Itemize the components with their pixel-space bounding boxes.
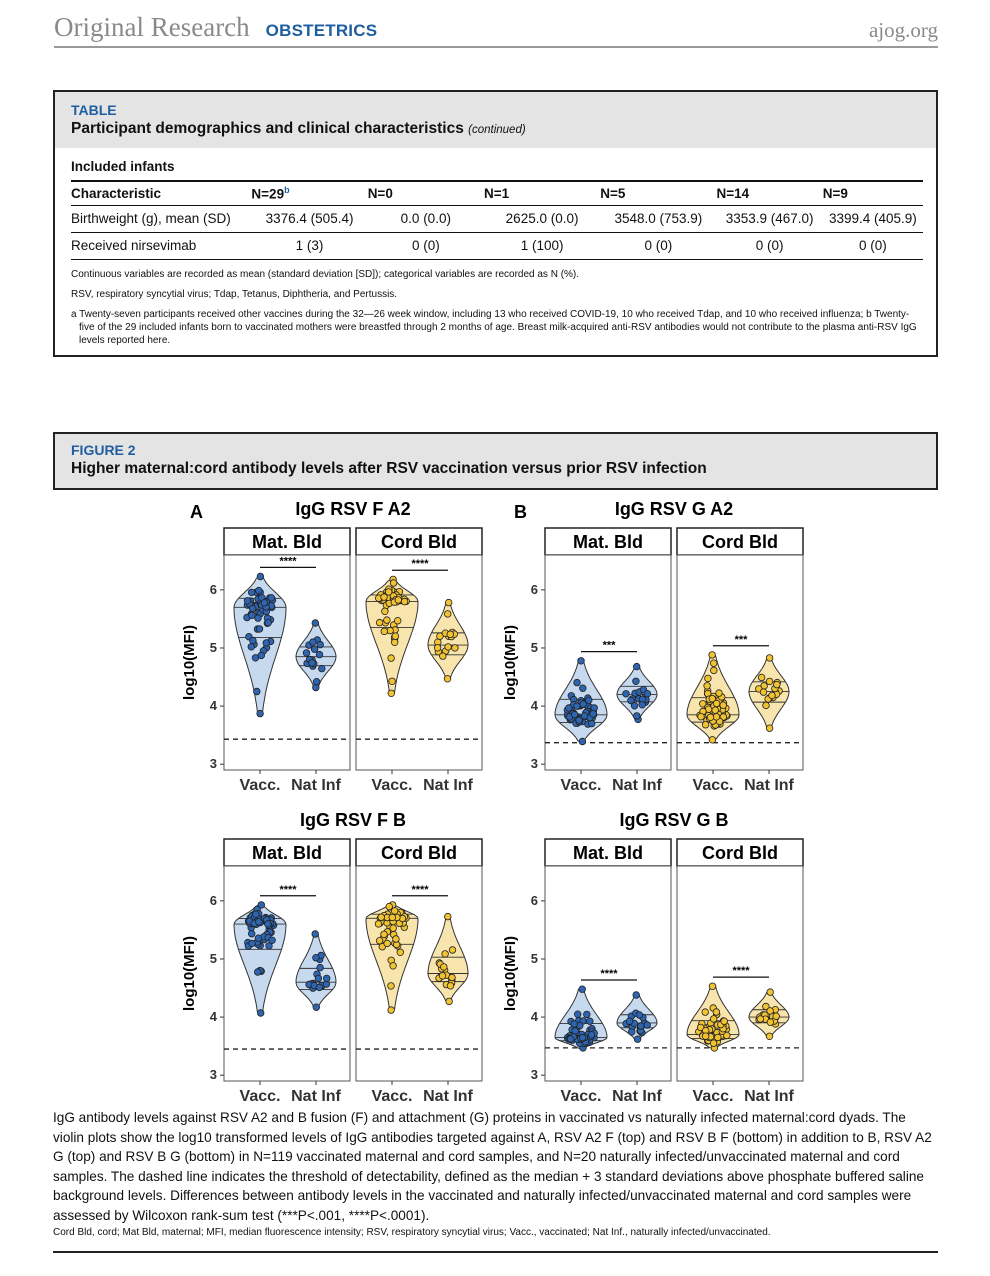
data-point xyxy=(584,1011,591,1018)
data-point xyxy=(317,964,324,971)
data-point xyxy=(709,737,716,744)
data-point xyxy=(758,674,765,681)
y-tick-label: 6 xyxy=(209,892,217,908)
data-point xyxy=(449,974,456,981)
data-point xyxy=(248,589,255,596)
data-point xyxy=(442,951,449,958)
x-tick-label: Nat Inf xyxy=(744,777,794,794)
data-point xyxy=(447,983,454,990)
facet-label: Mat. Bld xyxy=(252,532,322,552)
data-point xyxy=(376,937,383,944)
x-tick-label: Vacc. xyxy=(560,1088,602,1105)
demographics-table xyxy=(71,180,923,260)
table-notes xyxy=(71,268,920,347)
facet-label: Mat. Bld xyxy=(573,843,643,863)
y-tick-label: 6 xyxy=(209,581,217,597)
y-tick-label: 5 xyxy=(209,950,217,966)
chart-title: IgG RSV F A2 xyxy=(295,499,411,519)
data-point xyxy=(437,633,444,640)
table-cell: 0 (0) xyxy=(368,232,484,259)
data-point xyxy=(434,645,441,652)
panel-letter: A xyxy=(190,502,203,522)
data-point xyxy=(769,692,776,699)
data-point xyxy=(766,1033,773,1040)
table-note: Continuous variables are recorded as mean (standard deviation [SD]); categorical variables are recorded as N (%). xyxy=(71,268,580,280)
facet-label: Mat. Bld xyxy=(573,532,643,552)
facet-label: Cord Bld xyxy=(381,532,457,552)
y-tick-label: 4 xyxy=(530,698,538,714)
data-point xyxy=(313,954,320,961)
table-cell: 3548.0 (753.9) xyxy=(600,205,716,232)
data-point xyxy=(576,717,583,724)
data-point xyxy=(705,675,712,682)
y-tick-label: 5 xyxy=(530,950,538,966)
section-name: OBSTETRICS xyxy=(265,21,378,40)
table-title-text: Participant demographics and clinical characteristics xyxy=(71,120,464,137)
data-point xyxy=(385,589,392,596)
significance-label: **** xyxy=(411,883,429,896)
table-row xyxy=(71,205,923,232)
col-header-text: N=29 xyxy=(251,186,285,202)
y-axis-label: log10(MFI) xyxy=(502,936,519,1011)
significance-label: **** xyxy=(411,558,429,571)
table-cell: 3376.4 (505.4) xyxy=(251,205,367,232)
data-point xyxy=(390,580,397,587)
y-axis-label: log10(MFI) xyxy=(181,936,198,1011)
data-point xyxy=(255,615,262,622)
data-point xyxy=(766,678,773,685)
chart-title: IgG RSV F B xyxy=(299,810,407,830)
y-tick-label: 3 xyxy=(530,756,538,772)
data-point xyxy=(578,658,585,665)
x-tick-label: Nat Inf xyxy=(612,1088,662,1105)
data-point xyxy=(446,998,453,1005)
chart-title: IgG RSV G B xyxy=(619,810,729,830)
data-point xyxy=(313,678,320,685)
data-point xyxy=(315,975,322,982)
data-point xyxy=(384,617,391,624)
y-tick-label: 5 xyxy=(530,639,538,655)
demographics-table-box xyxy=(53,90,938,357)
data-point xyxy=(382,608,389,615)
data-point xyxy=(312,931,319,938)
data-point xyxy=(257,573,264,580)
table-continued: (continued) xyxy=(468,124,526,136)
col-header: N=0 xyxy=(368,181,484,205)
data-point xyxy=(258,652,265,659)
data-point xyxy=(309,660,316,667)
data-point xyxy=(709,983,716,990)
data-point xyxy=(588,1032,595,1039)
data-point xyxy=(711,667,718,674)
data-point xyxy=(757,1016,764,1023)
data-point xyxy=(638,1023,645,1030)
data-point xyxy=(389,914,396,921)
figure-header xyxy=(53,432,938,490)
data-point xyxy=(256,626,263,633)
data-point xyxy=(439,973,446,980)
x-tick-label: Vacc. xyxy=(692,777,734,794)
data-point xyxy=(580,685,587,692)
figure-title: Higher maternal:cord antibody levels after RSV vaccination versus prior RSV infection xyxy=(71,460,707,477)
table-cell: Received nirsevimab xyxy=(71,232,251,259)
data-point xyxy=(440,653,447,660)
significance-label: **** xyxy=(732,965,750,978)
data-point xyxy=(248,930,255,937)
data-point xyxy=(698,713,705,720)
chart-title: IgG RSV G A2 xyxy=(614,499,734,519)
data-point xyxy=(249,605,256,612)
data-point xyxy=(581,713,588,720)
facet-label: Cord Bld xyxy=(381,843,457,863)
data-point xyxy=(249,612,256,619)
data-point xyxy=(574,1011,581,1018)
data-point xyxy=(323,975,330,982)
y-tick-label: 4 xyxy=(209,1009,217,1025)
figure-abbreviations: Cord Bld, cord; Mat Bld, maternal; MFI, median fluorescence intensity; RSV, respiratory syncytial virus; Vacc., vaccinated; Nat Inf., naturally infected/unvaccinated. xyxy=(53,1227,771,1238)
col-header: N=5 xyxy=(600,181,716,205)
data-point xyxy=(716,690,723,697)
data-point xyxy=(303,650,310,657)
col-header xyxy=(251,181,367,205)
data-point xyxy=(766,725,773,732)
data-point xyxy=(623,691,630,698)
data-point xyxy=(566,705,573,712)
table-cell: 1 (3) xyxy=(251,232,367,259)
data-point xyxy=(391,639,398,646)
table-header-row xyxy=(71,181,923,205)
x-tick-label: Vacc. xyxy=(239,1088,281,1105)
data-point xyxy=(397,949,404,956)
data-point xyxy=(704,683,711,690)
data-point xyxy=(579,738,586,745)
table-footnote: a Twenty-seven participants received other vaccines during the 32—26 week window, including 13 who received COVID-19, 10 who received Tdap, and 10 who received influenza; b Twenty-five of the 29 included infants born to vaccinated mothers were breastfed through 2 months of age. Breast milk-acquired anti-RSV antibodies would not contribute to the plasma anti-RSV IgG levels reported here. xyxy=(71,308,917,346)
data-point xyxy=(633,992,640,999)
data-point xyxy=(395,597,402,604)
data-point xyxy=(644,1022,651,1029)
data-point xyxy=(378,914,385,921)
significance-label: **** xyxy=(600,968,618,981)
data-point xyxy=(313,1004,320,1011)
y-tick-label: 6 xyxy=(530,581,538,597)
data-point xyxy=(720,702,727,709)
data-point xyxy=(590,711,597,718)
table-group-label: Included infants xyxy=(71,159,175,174)
x-tick-label: Nat Inf xyxy=(423,777,473,794)
significance-label: *** xyxy=(602,639,616,652)
figure-label: FIGURE 2 xyxy=(71,442,136,458)
data-point xyxy=(702,1009,709,1016)
facet-panel xyxy=(356,555,482,770)
data-point xyxy=(390,963,397,970)
data-point xyxy=(444,611,451,618)
x-tick-label: Nat Inf xyxy=(291,1088,341,1105)
journal-site[interactable]: ajog.org xyxy=(868,18,938,42)
data-point xyxy=(381,594,388,601)
journal-header xyxy=(54,12,377,43)
data-point xyxy=(311,646,318,653)
col-header: N=9 xyxy=(823,181,923,205)
data-point xyxy=(250,637,257,644)
x-tick-label: Vacc. xyxy=(371,1088,413,1105)
data-point xyxy=(571,1021,578,1028)
data-point xyxy=(721,1018,728,1025)
table-cell: 0 (0) xyxy=(716,232,822,259)
table-cell: 1 (100) xyxy=(484,232,600,259)
data-point xyxy=(392,633,399,640)
data-point xyxy=(715,1034,722,1041)
y-tick-label: 5 xyxy=(209,639,217,655)
data-point xyxy=(449,947,456,954)
data-point xyxy=(634,713,641,720)
data-point xyxy=(710,1016,717,1023)
data-point xyxy=(710,660,717,667)
y-tick-label: 3 xyxy=(209,756,217,772)
data-point xyxy=(248,644,255,651)
x-tick-label: Nat Inf xyxy=(744,1088,794,1105)
data-point xyxy=(249,940,256,947)
data-point xyxy=(388,690,395,697)
data-point xyxy=(393,936,400,943)
data-point xyxy=(375,921,382,928)
x-tick-label: Nat Inf xyxy=(291,777,341,794)
x-tick-label: Vacc. xyxy=(692,1088,734,1105)
data-point xyxy=(384,940,391,947)
y-tick-label: 3 xyxy=(530,1067,538,1083)
data-point xyxy=(263,640,270,647)
data-point xyxy=(319,665,326,672)
data-point xyxy=(587,1018,594,1025)
data-point xyxy=(713,700,720,707)
data-point xyxy=(774,681,781,688)
col-header: Characteristic xyxy=(71,181,251,205)
data-point xyxy=(255,935,262,942)
data-point xyxy=(712,707,719,714)
y-tick-label: 4 xyxy=(209,698,217,714)
data-point xyxy=(376,619,383,626)
data-point xyxy=(394,617,401,624)
data-point xyxy=(255,587,262,594)
data-point xyxy=(579,1034,586,1041)
table-note: RSV, respiratory syncytial virus; Tdap, Tetanus, Diphtheria, and Pertussis. xyxy=(71,288,398,300)
data-point xyxy=(773,1013,780,1020)
x-tick-label: Vacc. xyxy=(560,777,602,794)
data-point xyxy=(388,1007,395,1014)
col-header: N=14 xyxy=(716,181,822,205)
data-point xyxy=(265,921,272,928)
data-point xyxy=(591,705,598,712)
panel-letter: B xyxy=(514,502,527,522)
data-point xyxy=(253,911,260,918)
data-point xyxy=(634,1036,641,1043)
y-tick-label: 6 xyxy=(530,892,538,908)
col-header: N=1 xyxy=(484,181,600,205)
data-point xyxy=(317,641,324,648)
data-point xyxy=(261,600,268,607)
data-point xyxy=(386,903,393,910)
table-cell: 0 (0) xyxy=(600,232,716,259)
data-point xyxy=(586,697,593,704)
data-point xyxy=(257,1010,264,1017)
data-point xyxy=(639,702,646,709)
x-tick-label: Vacc. xyxy=(239,777,281,794)
data-point xyxy=(452,645,459,652)
table-cell: Birthweight (g), mean (SD) xyxy=(71,205,251,232)
x-tick-label: Vacc. xyxy=(371,777,413,794)
data-point xyxy=(441,964,448,971)
data-point xyxy=(255,919,262,926)
data-point xyxy=(381,628,388,635)
y-tick-label: 3 xyxy=(209,1067,217,1083)
data-point xyxy=(633,663,640,670)
table-cell: 0 (0) xyxy=(823,232,923,259)
data-point xyxy=(389,678,396,685)
data-point xyxy=(316,984,323,991)
data-point xyxy=(310,639,317,646)
data-point xyxy=(579,986,586,993)
data-point xyxy=(767,1008,774,1015)
figure-caption: IgG antibody levels against RSV A2 and B fusion (F) and attachment (G) proteins in vaccinated vs naturally infected maternal:cord dyads. The violin plots show the log10 transformed levels of IgG antibodies targeted against A, RSV A2 F (top) and RSV B F (bottom) in addition to B, RSV A2 G (top) and RSV B G (bottom) in N=119 vaccinated maternal and cord samples, and N=20 naturally infected/unvaccinated maternal and cord samples. The dashed line indicates the threshold of detectability, defined as the median + 3 standard deviations above phosphate buffered saline background levels. Differences between antibody levels in the vaccinated and naturally infected/unvaccinated maternal and cord samples were assessed by Wilcoxon rank-sum test (***P<.001, ****P<.0001). xyxy=(53,1110,932,1223)
y-axis-label: log10(MFI) xyxy=(502,625,519,700)
data-point xyxy=(626,1018,633,1025)
data-point xyxy=(628,1029,635,1036)
data-point xyxy=(574,679,581,686)
data-point xyxy=(767,989,774,996)
facet-label: Mat. Bld xyxy=(252,843,322,863)
data-point xyxy=(401,598,408,605)
data-point xyxy=(628,697,635,704)
data-point xyxy=(709,652,716,659)
data-point xyxy=(644,690,651,697)
data-point xyxy=(253,688,260,695)
table-row xyxy=(71,232,923,259)
data-point xyxy=(571,711,578,718)
data-point xyxy=(312,620,319,627)
data-point xyxy=(390,925,397,932)
y-tick-label: 4 xyxy=(530,1009,538,1025)
data-point xyxy=(445,644,452,651)
data-point xyxy=(707,714,714,721)
table-cell: 3353.9 (467.0) xyxy=(716,205,822,232)
footnote-b-marker[interactable]: b xyxy=(284,185,290,195)
data-point xyxy=(702,721,709,728)
facet-label: Cord Bld xyxy=(702,843,778,863)
data-point xyxy=(381,931,388,938)
significance-label: *** xyxy=(734,633,748,646)
data-point xyxy=(763,702,770,709)
violin-figure xyxy=(0,495,990,1105)
data-point xyxy=(760,689,767,696)
data-point xyxy=(444,676,451,683)
significance-label: **** xyxy=(279,555,297,568)
data-point xyxy=(257,710,264,717)
table-cell: 3399.4 (405.9) xyxy=(823,205,923,232)
data-point xyxy=(445,913,452,920)
data-point xyxy=(269,937,276,944)
table-label: TABLE xyxy=(71,102,117,118)
x-tick-label: Nat Inf xyxy=(612,777,662,794)
data-point xyxy=(388,655,395,662)
data-point xyxy=(447,631,454,638)
facet-panel xyxy=(545,555,671,770)
table-cell: 2625.0 (0.0) xyxy=(484,205,600,232)
data-point xyxy=(633,678,640,685)
data-point xyxy=(254,969,261,976)
data-point xyxy=(767,1019,774,1026)
facet-panel xyxy=(677,555,803,770)
data-point xyxy=(567,1036,574,1043)
y-axis-label: log10(MFI) xyxy=(181,625,198,700)
data-point xyxy=(388,983,395,990)
data-point xyxy=(445,599,452,606)
data-point xyxy=(265,619,272,626)
data-point xyxy=(713,1009,720,1016)
footer-divider xyxy=(53,1251,938,1253)
data-point xyxy=(574,703,581,710)
data-point xyxy=(636,1012,643,1019)
table-title xyxy=(71,120,920,138)
article-type: Original Research xyxy=(54,12,250,42)
data-point xyxy=(244,598,251,605)
table-cell: 0.0 (0.0) xyxy=(368,205,484,232)
facet-label: Cord Bld xyxy=(702,532,778,552)
table-header xyxy=(55,92,936,148)
data-point xyxy=(316,651,323,658)
x-tick-label: Nat Inf xyxy=(423,1088,473,1105)
header-divider xyxy=(54,46,938,48)
data-point xyxy=(710,1040,717,1047)
significance-label: **** xyxy=(279,883,297,896)
data-point xyxy=(766,655,773,662)
data-point xyxy=(391,908,398,915)
data-point xyxy=(702,1033,709,1040)
